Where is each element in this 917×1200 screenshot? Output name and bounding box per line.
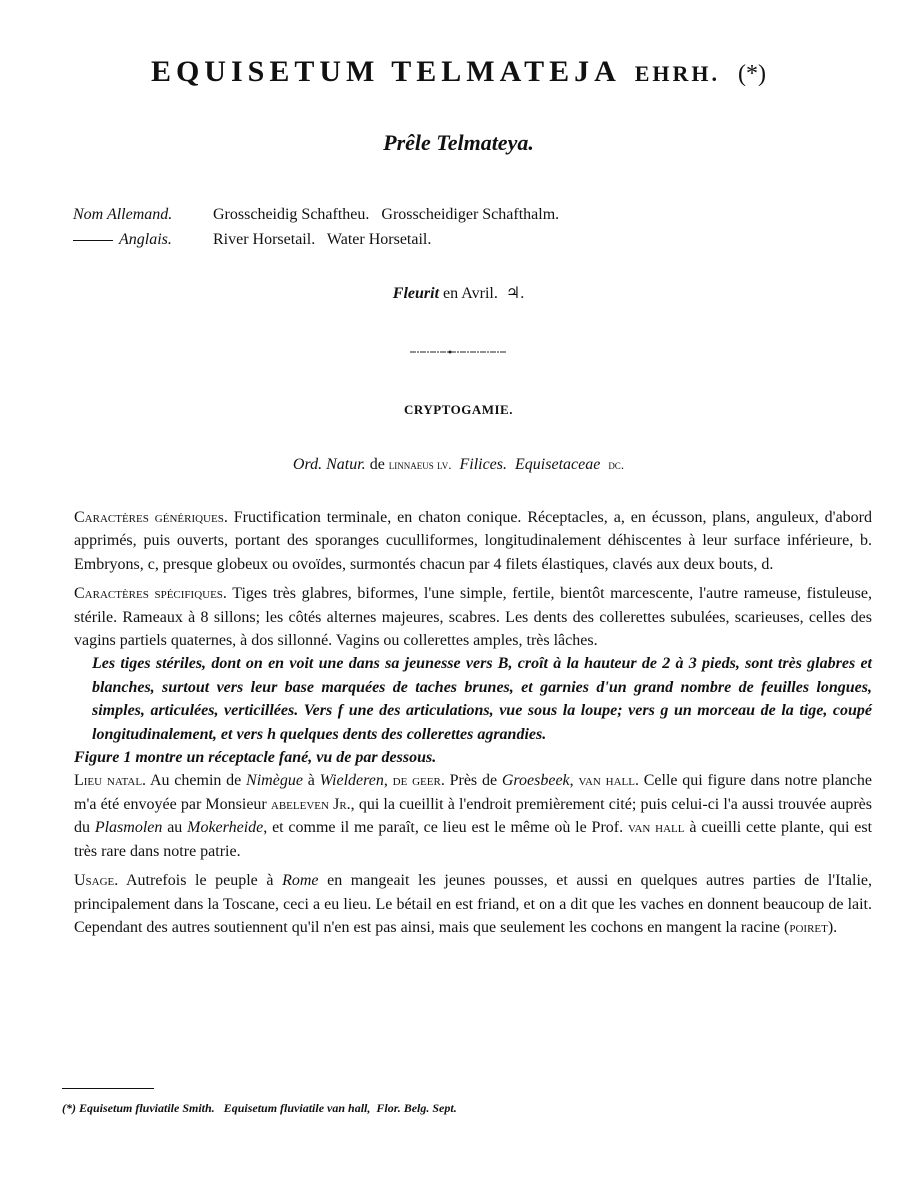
common-names — [73, 202, 559, 252]
habitat-text: , qui la cueillit à l'endroit premièrement cité; puis celui-ci l'a aussi trouvée auprès du — [74, 795, 873, 837]
linnaeus-ref: linnaeus lv. — [388, 457, 452, 472]
french-name: Prêle Telmateya. — [383, 130, 534, 155]
generic-text: Fructification terminale, en chaton conique. Réceptacles, a, en écusson, plans, anguleux, d'abord apprimés, puis ouverts, portant des sporanges cuculliformes, longitudinalement déhiscentes à leur surface inférieure, b. Embryons, c, presque globeux ou ovoïdes, surmontés chacun par 4 filets élastiques, clavés aux deux bouts, d. — [74, 509, 872, 573]
habitat-text: au — [162, 819, 188, 837]
german-name-row — [73, 202, 559, 227]
de-word: de — [365, 456, 389, 473]
habitat-text: , — [383, 772, 393, 790]
place-name: Wielderen — [319, 772, 384, 790]
figure-note: Figure 1 montre un réceptacle fané, vu de par dessous. — [74, 749, 437, 767]
place-name: Plasmolen — [94, 819, 163, 837]
place-name: Rome — [282, 872, 319, 890]
sterile-stems-paragraph: Les tiges stériles, dont on en voit une dans sa jeunesse vers B, croît à la hauteur de 2 à 3 pieds, sont très glabres et blanches, surtout vers leur base marquées de taches brunes, et garnies d'un grand nombre de feuilles longues, simples, articulées, verticillées. Vers f une des articulations, vue sous la loupe; vers g un morceau de la tige, coupé longitudinalement, et vers h quelques dents des collerettes agrandies. — [92, 655, 872, 743]
collector-name: de geer. — [392, 772, 445, 790]
equisetaceae: Equisetaceae — [515, 456, 601, 473]
usage-paragraph — [74, 869, 872, 939]
perennial-symbol: ♃. — [505, 285, 525, 302]
english-name-row — [73, 227, 559, 252]
habitat-paragraph — [74, 769, 872, 863]
usage-label: Usage. — [74, 872, 119, 890]
specific-characters — [74, 582, 872, 652]
flowering-text: en Avril. — [439, 285, 498, 302]
filices: Filices. — [459, 456, 508, 473]
footnote: (*) Equisetum fluviatile Smith. Equisetum fluviatile van hall, Flor. Belg. Sept. — [62, 1101, 457, 1115]
place-name: Nimègue — [246, 772, 303, 790]
usage-text: Autrefois le peuple à — [118, 872, 283, 890]
author-abbrev: EHRH. — [634, 61, 721, 86]
habitat-text: Près de — [444, 772, 502, 790]
generic-characters — [74, 506, 872, 576]
footnote-rule — [62, 1088, 154, 1089]
german-names: Grosscheidig Schaftheu. Grosscheidiger Schafthalm. — [213, 206, 560, 223]
specific-text: Tiges très glabres, biformes, l'une simple, fertile, bientôt marcescente, l'autre rameuse, fistuleuse, stérile. Rameaux à 8 sillons; les côtés alternes majeures, scabres. Les dents des collerettes subulées, scarieuses, celles des vagins partiels quaternes, à dos sillonné. Vagins ou collerettes amples, très lâches. — [74, 585, 872, 650]
habitat-text: , — [569, 772, 579, 790]
english-names: River Horsetail. Water Horsetail. — [213, 231, 432, 248]
habitat-label: Lieu natal. — [74, 772, 147, 790]
page-title — [0, 55, 917, 89]
flowering-label: Fleurit — [392, 285, 440, 302]
habitat-text: Au chemin de — [146, 772, 247, 790]
collector-name: abeleven Jr. — [270, 795, 351, 813]
description-body — [74, 506, 872, 939]
author-ref: poiret — [789, 918, 828, 936]
generic-label: Caractères génériques. — [74, 509, 228, 526]
german-label: Nom Allemand. — [73, 206, 173, 223]
usage-text: ). — [827, 918, 838, 936]
specific-label: Caractères spécifiques. — [74, 585, 227, 603]
collector-name: van hall. — [578, 772, 639, 790]
usage-text: en mangeait les jeunes pousses, et aussi en quelques autres parties de l'Italie, principalement dans la Toscane, ceci a eu lieu. Le bétail en est friand, et on a dit que les vaches en donnent beaucoup de lait. Cependant des autres soutiennent qu'il n'en est pas ainsi, mais que seulement les cochons en mangent la racine ( — [74, 872, 873, 936]
flowering-line — [0, 283, 917, 303]
dc-ref: dc. — [608, 457, 625, 472]
habitat-text: à — [302, 772, 320, 790]
ord-natur: Ord. Natur. — [292, 456, 366, 473]
place-name: Mokerheide — [187, 819, 264, 837]
habitat-text: à cueilli cette plante, qui est très rare dans notre patrie. — [74, 819, 873, 860]
place-name: Groesbeek — [501, 772, 570, 790]
collector-name: van hall — [627, 819, 685, 837]
english-label: Anglais. — [119, 231, 172, 248]
species-name: EQUISETUM TELMATEJA — [150, 55, 621, 88]
class-heading: CRYPTOGAMIE. — [404, 402, 513, 417]
ditto-dash — [73, 240, 113, 241]
classification-line — [0, 456, 917, 474]
habitat-text: , et comme il me paraît, ce lieu est le même où le Prof. — [263, 819, 628, 837]
habitat-text: Celle qui figure dans notre planche m'a été envoyée par Monsieur — [74, 772, 873, 813]
divider-ornament — [410, 350, 506, 354]
footnote-mark: (*) — [738, 61, 767, 87]
english-label-wrap — [73, 227, 213, 252]
